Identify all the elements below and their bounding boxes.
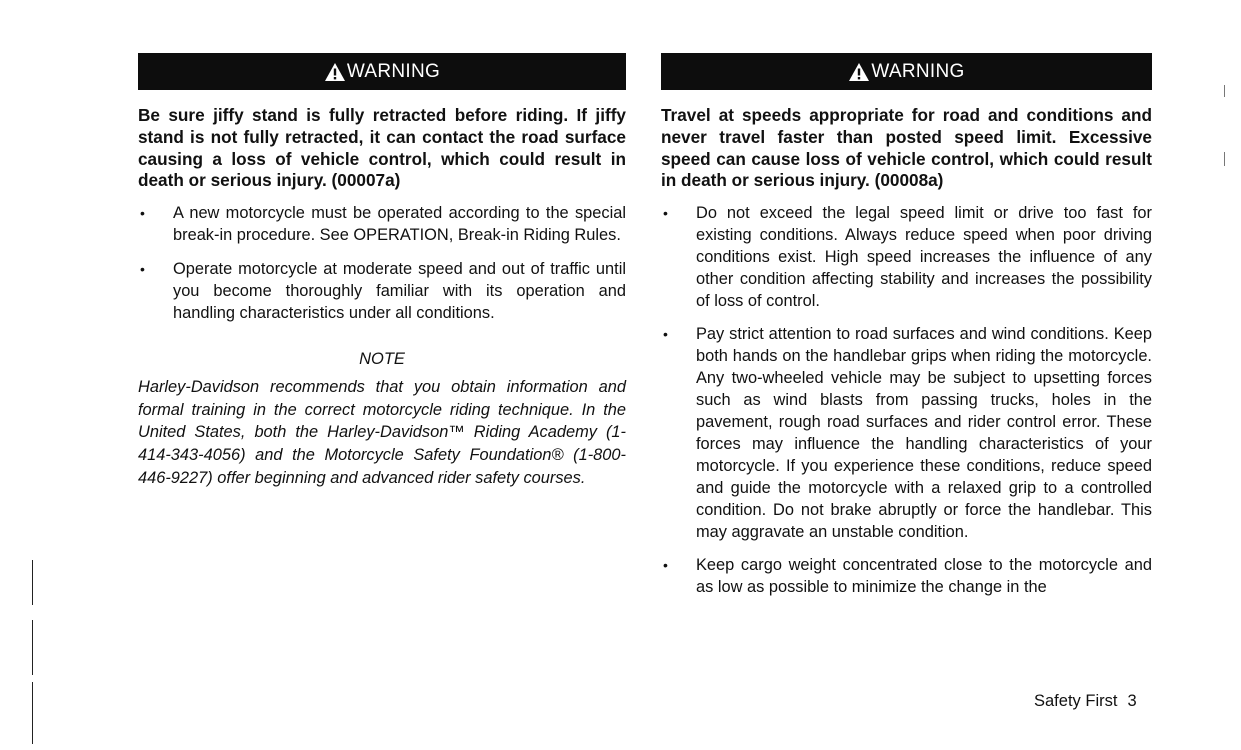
bullet-marker: • bbox=[140, 205, 145, 222]
list-item-text: Keep cargo weight concentrated close to the motorcycle and as low as possible to minimize the change in the bbox=[696, 556, 1152, 597]
left-column bbox=[138, 53, 626, 506]
scan-edge-line bbox=[1224, 85, 1225, 97]
scan-edge-line bbox=[32, 682, 33, 744]
list-item-text: A new motorcycle must be operated according to the special break-in procedure. See OPERATION, Break-in Riding Rules. bbox=[173, 204, 626, 245]
warning-banner bbox=[138, 53, 626, 90]
list-item bbox=[138, 258, 626, 324]
list-item-text: Operate motorcycle at moderate speed and out of traffic until you become thoroughly familiar with its operation and handling characteristics under all conditions. bbox=[173, 260, 626, 323]
right-column bbox=[661, 53, 1152, 598]
note-body: Harley-Davidson recommends that you obtain information and formal training in the correct motorcycle riding technique. In the United States, both the Harley-Davidson™ Riding Academy (1-414-343-4056) and the Motorcycle Safety Foundation® (1-800-446-9227) offer beginning and advanced rider safety courses. bbox=[138, 378, 626, 487]
bullet-list bbox=[661, 202, 1152, 598]
list-item bbox=[661, 323, 1152, 543]
list-item bbox=[661, 202, 1152, 312]
bullet-list bbox=[138, 202, 626, 324]
warning-heading: Be sure jiffy stand is fully retracted before riding. If jiffy stand is not fully retracted, it can contact the road surface causing a loss of vehicle control, which could result in death or serious injury. (00007a) bbox=[138, 105, 626, 191]
warning-triangle-icon bbox=[324, 62, 346, 82]
bullet-marker: • bbox=[663, 326, 668, 343]
page-footer bbox=[1034, 692, 1137, 711]
list-item bbox=[661, 554, 1152, 598]
bullet-marker: • bbox=[663, 205, 668, 222]
bullet-marker: • bbox=[663, 557, 668, 574]
scan-edge-line bbox=[1224, 152, 1225, 166]
warning-banner bbox=[661, 53, 1152, 90]
warning-heading: Travel at speeds appropriate for road and conditions and never travel faster than posted speed limit. Excessive speed can cause loss of vehicle control, which could result in death or serious injury. (00008a) bbox=[661, 105, 1152, 191]
warning-label: WARNING bbox=[871, 60, 965, 82]
bullet-marker: • bbox=[140, 261, 145, 278]
note-title: NOTE bbox=[359, 350, 405, 369]
scan-edge-line bbox=[32, 560, 33, 605]
warning-triangle-icon bbox=[848, 62, 870, 82]
warning-label: WARNING bbox=[346, 60, 441, 82]
list-item bbox=[138, 202, 626, 246]
scan-edge-line bbox=[32, 620, 33, 675]
footer-section-title: Safety First bbox=[1034, 692, 1118, 710]
page-number: 3 bbox=[1127, 692, 1137, 710]
list-item-text: Do not exceed the legal speed limit or drive too fast for existing conditions. Always reduce speed when poor driving conditions exist. High speed increases the influence of any other condition affecting stability and increases the possibility of loss of control. bbox=[696, 204, 1152, 311]
list-item-text: Pay strict attention to road surfaces and wind conditions. Keep both hands on the handlebar grips when riding the motorcycle. Any two-wheeled vehicle may be subject to upsetting forces such as wind blasts from passing trucks, holes in the pavement, rough road surfaces and rider control error. These forces may influence the handling characteristics of your motorcycle. If you experience these conditions, reduce speed and guide the motorcycle with a relaxed grip to a controlled condition. Do not brake abruptly or force the handlebar. This may aggravate an unstable condition. bbox=[696, 325, 1152, 542]
